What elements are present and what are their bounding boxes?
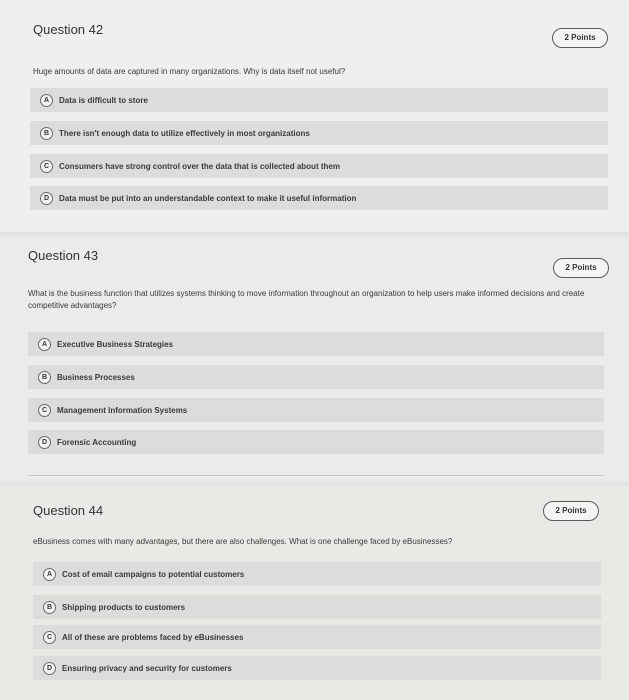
option-c[interactable]: [33, 625, 601, 649]
question-42-card: [0, 0, 629, 232]
option-label: Shipping products to customers: [62, 602, 186, 612]
points-badge: 2 Points: [552, 28, 608, 48]
question-44-card: [0, 486, 629, 700]
option-letter: C: [40, 160, 53, 173]
option-letter: C: [38, 404, 51, 417]
option-d[interactable]: [28, 430, 604, 454]
option-label: Data must be put into an understandable context to make it useful information: [59, 193, 357, 203]
option-label: Data is difficult to store: [59, 95, 148, 105]
option-d[interactable]: [33, 656, 601, 680]
option-letter: D: [40, 192, 53, 205]
option-a[interactable]: [33, 562, 601, 586]
option-label: There isn't enough data to utilize effectively in most organizations: [59, 128, 310, 138]
option-b[interactable]: [28, 365, 604, 389]
option-label: Business Processes: [57, 372, 135, 382]
option-letter: C: [43, 631, 56, 644]
option-c[interactable]: [30, 154, 608, 178]
option-b[interactable]: [30, 121, 608, 145]
option-label: Executive Business Strategies: [57, 339, 174, 349]
option-label: Consumers have strong control over the data that is collected about them: [59, 161, 340, 171]
option-b[interactable]: [33, 595, 601, 619]
option-c[interactable]: [28, 398, 604, 422]
option-label: Ensuring privacy and security for customers: [62, 663, 232, 673]
option-label: Forensic Accounting: [57, 437, 137, 447]
question-text: Huge amounts of data are captured in many organizations. Why is data itself not useful?: [33, 67, 346, 76]
question-title: Question 43: [28, 248, 99, 263]
option-letter: B: [40, 127, 53, 140]
points-badge: 2 Points: [553, 258, 609, 278]
option-letter: B: [38, 371, 51, 384]
question-43-card: [0, 237, 629, 482]
option-label: Management Information Systems: [57, 405, 188, 415]
question-title: Question 42: [33, 22, 104, 37]
option-label: All of these are problems faced by eBusinesses: [62, 632, 244, 642]
option-a[interactable]: [30, 88, 608, 112]
question-title: Question 44: [33, 503, 104, 518]
divider: [28, 475, 604, 476]
option-label: Cost of email campaigns to potential customers: [62, 569, 245, 579]
option-d[interactable]: [30, 186, 608, 210]
option-letter: D: [43, 662, 56, 675]
option-letter: D: [38, 436, 51, 449]
option-a[interactable]: [28, 332, 604, 356]
question-text: eBusiness comes with many advantages, but there are also challenges. What is one challenge faced by eBusinesses?: [33, 537, 453, 546]
option-letter: A: [40, 94, 53, 107]
points-badge: 2 Points: [543, 501, 599, 521]
option-letter: B: [43, 601, 56, 614]
question-text: What is the business function that utilizes systems thinking to move information throughout an organization to help users make informed decisions and create competitive advantages?: [28, 289, 585, 310]
option-letter: A: [43, 568, 56, 581]
option-letter: A: [38, 338, 51, 351]
